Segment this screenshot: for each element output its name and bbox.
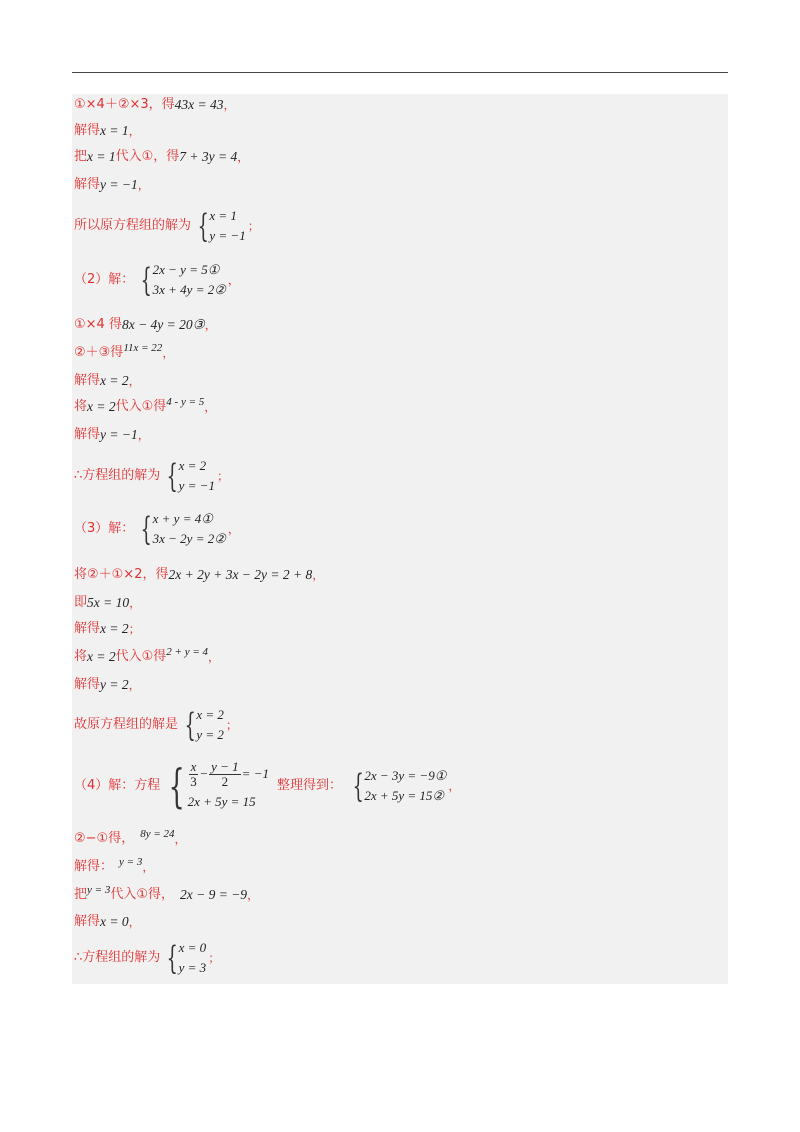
system-row: y = −1 — [209, 228, 246, 243]
solution-line — [74, 176, 150, 194]
step-text: 所以原方程组的解为 — [74, 218, 192, 233]
step-text: 将 — [74, 649, 88, 664]
step-text: 故原方程组的解是 — [74, 717, 179, 732]
equation: 4 - y = 5 — [166, 396, 205, 408]
punctuation: ； — [247, 219, 260, 233]
equation: y = 3 — [87, 884, 111, 896]
equation: 2x − 9 = −9 — [179, 887, 248, 902]
punctuation: ， — [204, 318, 217, 332]
punctuation: ， — [128, 678, 141, 692]
system-row: 2x − y = 5① — [152, 262, 220, 277]
solution-line — [74, 344, 174, 362]
step-text: ②−①得， — [74, 831, 135, 846]
equation: y = −1 — [100, 427, 138, 442]
equation: y = 3 — [119, 856, 143, 868]
punctuation: ， — [128, 124, 141, 138]
brace-icon: { — [140, 510, 153, 548]
system-row: 2x − 3y = −9① — [364, 768, 447, 783]
system-row: 3x − 2y = 2② — [152, 531, 226, 546]
equation: 2 + y = 4 — [166, 646, 209, 658]
step-text: ①×4 得 — [74, 317, 122, 332]
solution-line — [74, 206, 260, 246]
punctuation: ， — [448, 779, 461, 793]
brace-icon: { — [168, 759, 185, 813]
equation: x = 1 — [87, 149, 116, 164]
brace-icon: { — [166, 457, 179, 495]
step-text: （4）解：方程 — [74, 778, 161, 793]
punctuation: ； — [208, 951, 221, 965]
equation: 43x = 43 — [174, 97, 224, 112]
step-text: ②＋③得 — [74, 345, 124, 360]
equation-system — [162, 938, 206, 978]
header-rule — [72, 72, 728, 73]
solution-line — [74, 96, 236, 114]
solution-line — [74, 456, 229, 496]
equation-system — [136, 260, 226, 300]
punctuation: ， — [137, 178, 150, 192]
punctuation: ； — [225, 718, 238, 732]
step-text: 将②＋①×2，得 — [74, 567, 169, 582]
numerator: x — [190, 758, 197, 774]
solution-line — [74, 913, 141, 931]
equation: x = 2 — [100, 621, 129, 636]
step-text: 代入①，得 — [115, 149, 180, 164]
punctuation: ， — [312, 568, 325, 582]
punctuation: ， — [137, 428, 150, 442]
punctuation: ， — [237, 150, 250, 164]
step-text: 解得 — [74, 123, 101, 138]
minus-sign: − — [199, 766, 209, 782]
system-row: 3x + 4y = 2② — [152, 282, 226, 297]
system-row: x = 2 — [178, 458, 207, 473]
step-text: 解得 — [74, 621, 101, 636]
punctuation: ， — [223, 98, 236, 112]
step-text: 解得 — [74, 373, 101, 388]
solution-line — [74, 758, 460, 814]
solution-line — [74, 830, 187, 848]
equation: 11x = 22 — [123, 342, 163, 354]
equation: 7 + 3y = 4 — [179, 149, 238, 164]
system-row: y = 3 — [178, 960, 207, 975]
solution-line — [74, 509, 240, 549]
punctuation: ， — [174, 832, 187, 846]
punctuation: ， — [227, 273, 240, 287]
equation: x = 2 — [87, 399, 116, 414]
punctuation: ； — [128, 622, 141, 636]
system-row: y = 2 — [196, 727, 224, 742]
step-text: 即 — [74, 595, 88, 610]
equation-system — [348, 766, 446, 806]
equation: x = 0 — [100, 914, 129, 929]
equation: x = 2 — [87, 649, 116, 664]
step-text: 将 — [74, 399, 88, 414]
equation: 8y = 24 — [140, 828, 175, 840]
step-text: 解得 — [74, 914, 101, 929]
brace-icon: { — [352, 767, 364, 805]
step-text: ∴方程组的解为 — [74, 468, 161, 483]
step-text: 代入①得 — [115, 649, 167, 664]
solution-line — [74, 372, 141, 390]
step-text: ∴方程组的解为 — [74, 950, 161, 965]
solution-line — [74, 426, 150, 444]
step-text: （2）解： — [74, 272, 135, 287]
equation: 5x = 10 — [87, 595, 130, 610]
solution-line — [74, 648, 220, 666]
equation: x = 1 — [100, 123, 129, 138]
solution-line — [74, 620, 141, 638]
punctuation: ， — [204, 400, 217, 414]
equation: x = 2 — [100, 373, 129, 388]
solution-line — [74, 566, 324, 584]
solution-line — [74, 260, 240, 300]
fraction-row — [188, 760, 269, 789]
equation-system — [162, 456, 215, 496]
system-row: 2x + 5y = 15 — [187, 794, 256, 810]
punctuation: ， — [142, 860, 155, 874]
step-text: 代入①得， — [110, 887, 174, 902]
equation-system — [180, 705, 224, 745]
equation: y = 2 — [100, 677, 129, 692]
punctuation: ， — [129, 596, 142, 610]
brace-icon: { — [140, 261, 153, 299]
fraction — [189, 760, 199, 789]
step-text: 解得 — [74, 427, 101, 442]
solution-line — [74, 886, 259, 904]
punctuation: ， — [128, 374, 141, 388]
solution-line — [74, 705, 238, 745]
equation-system — [136, 509, 226, 549]
brace-icon: { — [166, 939, 179, 977]
equation: y = −1 — [100, 177, 138, 192]
brace-icon: { — [184, 706, 196, 744]
step-text: 解得 — [74, 177, 101, 192]
system-row: y = −1 — [178, 478, 215, 493]
brace-icon: { — [197, 207, 209, 245]
equation: 2x + 2y + 3x − 2y = 2 + 8 — [168, 567, 313, 582]
solution-line — [74, 398, 216, 416]
step-text: 把 — [74, 887, 88, 902]
step-text: 解得： — [74, 859, 114, 874]
system-row: x = 0 — [178, 940, 207, 955]
system-row: 2x + 5y = 15② — [364, 788, 445, 803]
numerator: y − 1 — [211, 758, 239, 774]
solution-line — [74, 676, 141, 694]
solution-line — [74, 938, 220, 978]
equation-system — [193, 206, 246, 246]
denominator: 3 — [190, 773, 197, 789]
solution-line — [74, 148, 249, 166]
fraction-rhs: = −1 — [241, 766, 269, 782]
step-text: ①×4＋②×3，得 — [74, 97, 175, 112]
punctuation: ， — [227, 522, 240, 536]
system-row: x = 1 — [209, 208, 237, 223]
solution-line — [74, 122, 141, 140]
step-text: 整理得到： — [276, 778, 342, 793]
system-row: x = 2 — [196, 707, 224, 722]
solution-line — [74, 858, 154, 876]
denominator: 2 — [221, 773, 229, 789]
solution-line — [74, 594, 141, 612]
step-text: （3）解： — [74, 521, 135, 536]
punctuation: ， — [162, 346, 175, 360]
system-row: x + y = 4① — [152, 511, 213, 526]
step-text: 把 — [74, 149, 88, 164]
step-text: 代入①得 — [115, 399, 167, 414]
equation-system — [162, 758, 269, 814]
equation: 8x − 4y = 20③ — [121, 317, 205, 332]
solution-line — [74, 316, 217, 334]
punctuation: ， — [208, 650, 221, 664]
fraction — [209, 760, 241, 789]
punctuation: ； — [216, 469, 229, 483]
punctuation: ， — [128, 915, 141, 929]
punctuation: ， — [247, 888, 260, 902]
step-text: 解得 — [74, 677, 101, 692]
